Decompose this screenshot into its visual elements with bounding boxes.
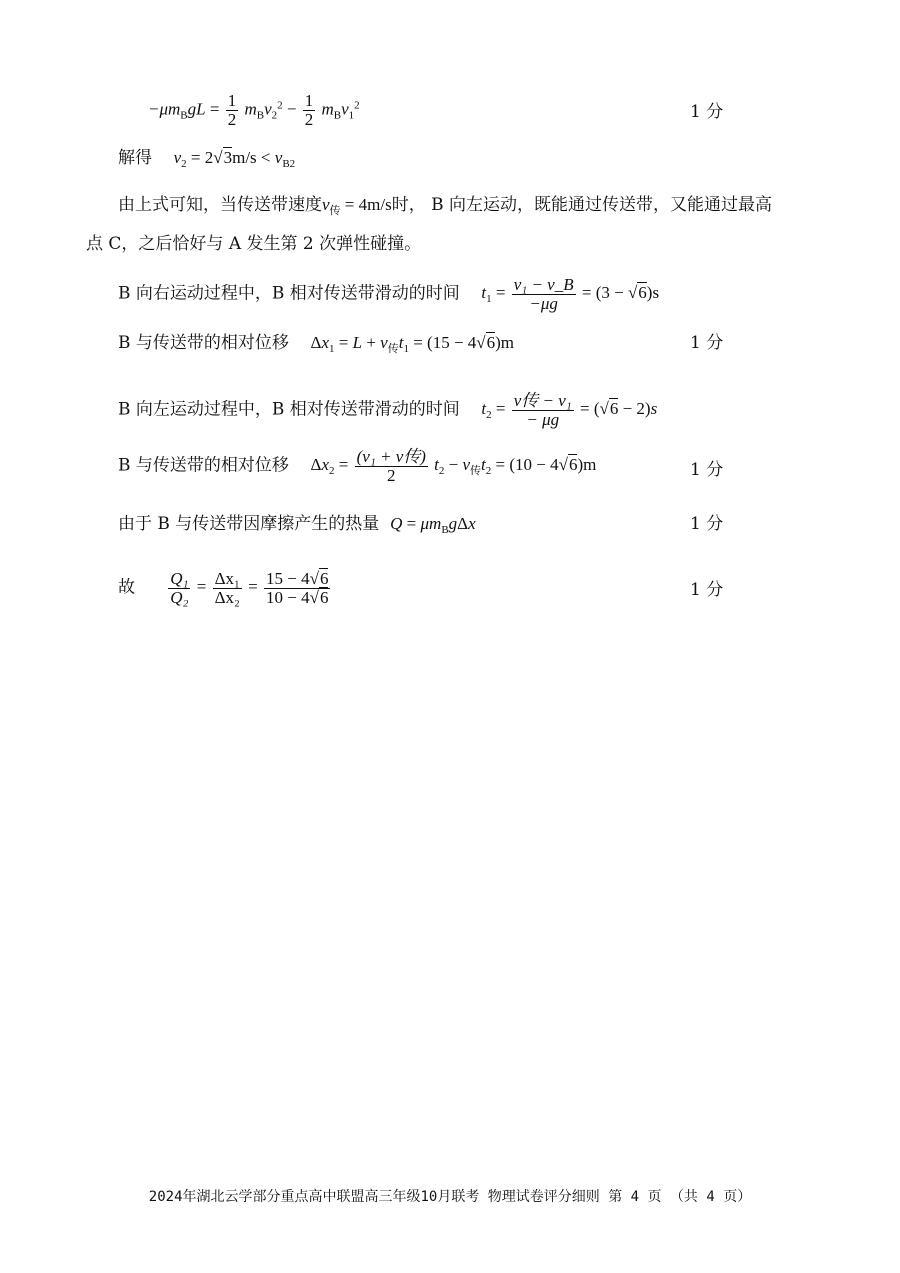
dx-ratio: $\frac{\text{Δx₁}}{\text{Δx₂}}$	[214, 569, 240, 607]
dx2-fraction: $\frac{\text{(v₁ + v传)}}{2}$	[356, 447, 426, 485]
therefore-label: 故	[118, 577, 135, 598]
ratio-line: 故 $\frac{\text{Q₁}}{\text{Q₂}}$ = $\frac{\text{Δx₁}}{\text{Δx₂}}$ = $\frac{15 - 4√6}{10 - 4√6}$	[118, 569, 329, 607]
energy-equation: $-\mu m_BgL$ = $\frac{1}{2}$ $m_Bv_2^2$ − $\frac{1}{2}$ $m_Bv_1^2$	[148, 91, 360, 129]
conclusion-line: 由上式可知，当传送带速度$v_传 = 4m/s$时， B 向左运动，既能通过传送带，又能通过最高	[118, 195, 773, 217]
t1-fraction: $\frac{\text{v₁ − v\_B}}{-\mu g}$	[513, 275, 574, 313]
dx1-line: B 与传送带的相对位移 $\Delta x_1 = L + v_传t_1 = (15 - 4√6)m$	[118, 333, 515, 355]
score-line-10: 1 分	[690, 580, 724, 600]
dx2-line: B 与传送带的相对位移 $\Delta x_2$ = $\frac{\text{(v₁ + v传)}}{2}$ $t_2 - v_传t_2 = (10 - 4√6)m$	[118, 447, 597, 485]
final-ratio: $\frac{15 - 4√6}{10 - 4√6}$	[266, 569, 329, 607]
score-line-9: 1 分	[690, 514, 724, 534]
t2-line: B 向左运动过程中，B 相对传送带滑动的时间 $t_2$ = $\frac{\text{v传 − v₁}}{- \mu g}$ = (√6 − 2)s	[118, 391, 658, 429]
page-footer: 2024年湖北云学部分重点高中联盟高三年级10月联考 物理试卷评分细则 第 4 页 （共 4 页）	[148, 1189, 752, 1205]
t2-fraction: $\frac{\text{v传 − v₁}}{- \mu g}$	[513, 391, 572, 429]
score-line-6: 1 分	[690, 333, 724, 353]
heat-line: 由于 B 与传送带因摩擦产生的热量 $Q = \mu m_Bg\Delta x$	[118, 514, 476, 536]
solve-label: 解得	[118, 148, 152, 168]
t1-line: B 向右运动过程中，B 相对传送带滑动的时间 $t_1$ = $\frac{\text{v₁ − v\_B}}{-\mu g}$ = (3 − √6)s	[118, 275, 660, 313]
solve-line: 解得 $v_2 = 2√3m/s < v_{B2}$	[118, 148, 296, 170]
score-line-1: 1 分	[690, 102, 724, 122]
score-line-8: 1 分	[690, 460, 724, 480]
q-ratio: $\frac{\text{Q₁}}{\text{Q₂}}$	[170, 569, 189, 607]
fraction-half-1: $\frac{1}{2}$	[227, 91, 237, 129]
fraction-half-2: $\frac{1}{2}$	[304, 91, 314, 129]
conclusion-line-2: 点 C，之后恰好与 A 发生第 2 次弹性碰撞。	[86, 234, 422, 254]
